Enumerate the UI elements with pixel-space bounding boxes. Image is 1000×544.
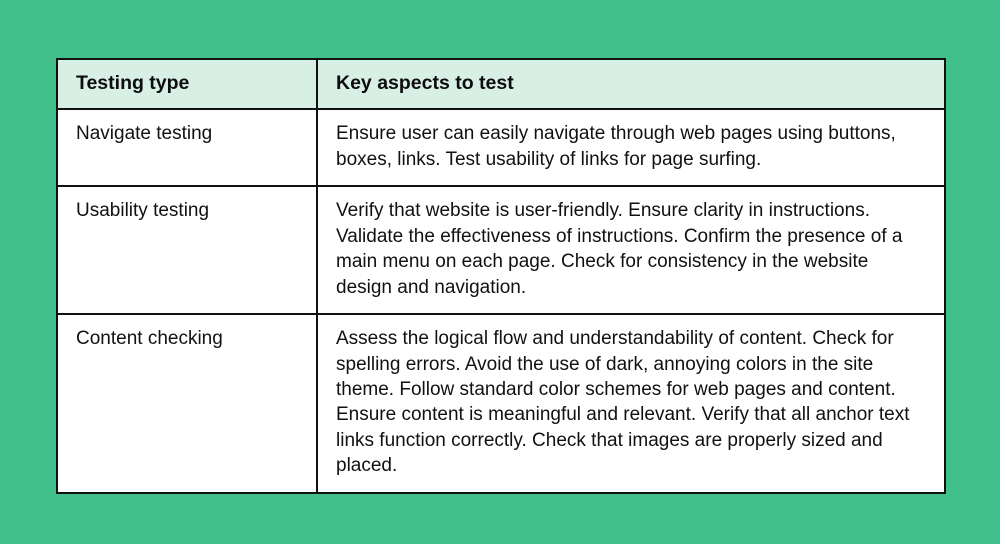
table-row xyxy=(57,186,945,314)
cell-key-aspects: Assess the logical flow and understandability of content. Check for spelling errors. Avoid the use of dark, annoying colors in the site theme. Follow standard color schemes for web pages and content. Ensure content is meaningful and relevant. Verify that all anchor text links function correctly. Check that images are properly sized and placed. xyxy=(317,314,945,493)
column-header-testing-type: Testing type xyxy=(57,59,317,109)
testing-types-table-container xyxy=(56,58,944,494)
table-row xyxy=(57,109,945,186)
table-body xyxy=(57,109,945,492)
table-row xyxy=(57,314,945,493)
testing-types-table xyxy=(56,58,946,494)
cell-testing-type: Content checking xyxy=(57,314,317,493)
cell-testing-type: Navigate testing xyxy=(57,109,317,186)
table-header-row xyxy=(57,59,945,109)
column-header-key-aspects: Key aspects to test xyxy=(317,59,945,109)
table-header xyxy=(57,59,945,109)
cell-key-aspects: Verify that website is user-friendly. Ensure clarity in instructions. Validate the effectiveness of instructions. Confirm the presence of a main menu on each page. Check for consistency in the website design and navigation. xyxy=(317,186,945,314)
cell-testing-type: Usability testing xyxy=(57,186,317,314)
cell-key-aspects: Ensure user can easily navigate through web pages using buttons, boxes, links. Test usability of links for page surfing. xyxy=(317,109,945,186)
